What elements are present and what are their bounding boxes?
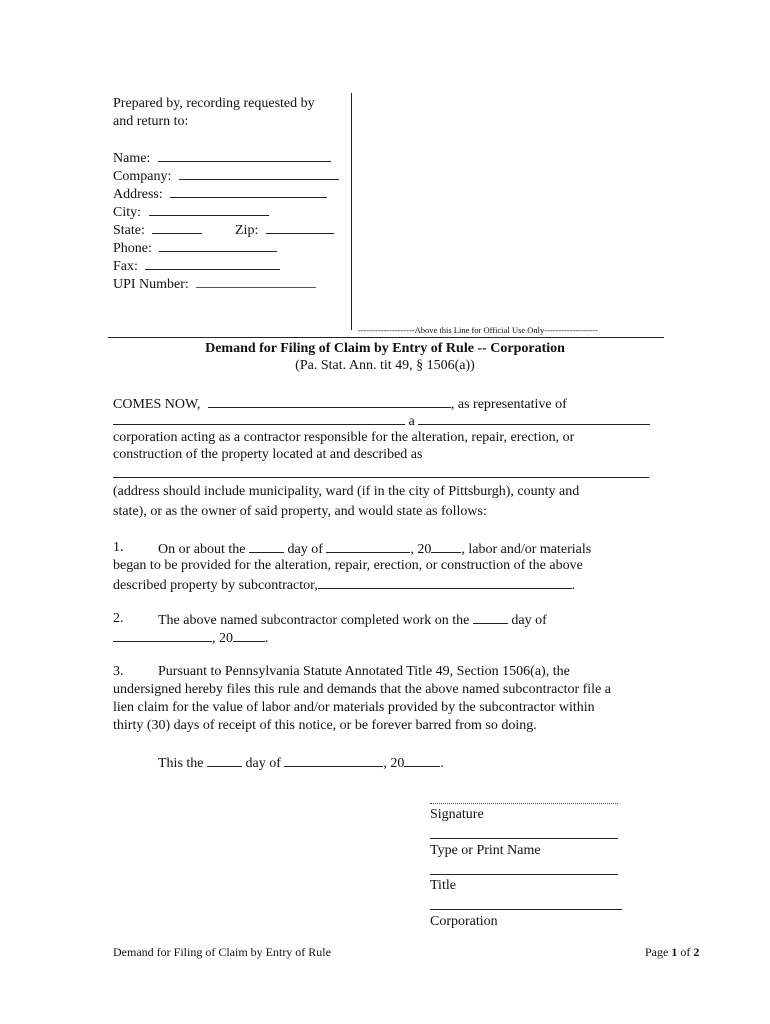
footer-title: Demand for Filing of Claim by Entry of Rule — [113, 945, 331, 959]
dated-day-input[interactable] — [207, 753, 242, 767]
para2-line2 — [113, 628, 269, 648]
para2-number: 2. — [113, 611, 124, 626]
intro-line5: (address should include municipality, ward (if in the city of Pittsburgh), county and — [113, 484, 580, 499]
page-indicator — [645, 945, 699, 960]
title-line[interactable] — [430, 874, 618, 875]
dated-text-a: This the — [158, 756, 204, 771]
header-divider-vertical — [351, 93, 352, 330]
print-name-line[interactable] — [430, 838, 618, 839]
company-input[interactable] — [179, 166, 339, 180]
phone-field — [113, 238, 277, 258]
document-citation: (Pa. Stat. Ann. tit 49, § 1506(a)) — [295, 358, 475, 373]
dated-line — [158, 753, 444, 773]
phone-input[interactable] — [159, 238, 277, 252]
para1-text-e: described property by subcontractor, — [113, 578, 318, 593]
document-title: Demand for Filing of Claim by Entry of Rule -- Corporation — [205, 341, 565, 356]
corporation-label: Corporation — [430, 914, 498, 929]
intro-line6: state), or as the owner of said property, and would state as follows: — [113, 504, 487, 519]
para1-year-input[interactable] — [431, 539, 461, 553]
intro-line3: corporation acting as a contractor responsible for the alteration, repair, erection, or — [113, 430, 575, 445]
state-field — [113, 220, 202, 240]
corporation-type-input[interactable] — [418, 411, 650, 425]
fax-label: Fax: — [113, 259, 138, 274]
para2-text-c: , 20 — [212, 631, 233, 646]
para2-line1 — [158, 610, 547, 630]
comes-now-text: COMES NOW, — [113, 397, 201, 412]
city-input[interactable] — [149, 202, 269, 216]
representative-name-input[interactable] — [208, 394, 451, 408]
city-field — [113, 202, 269, 222]
dated-text-b: day of — [245, 756, 281, 771]
upi-field — [113, 274, 316, 294]
dated-text-d: . — [440, 756, 444, 771]
para2-month-input[interactable] — [113, 628, 212, 642]
company-field — [113, 166, 339, 186]
para2-text-d: . — [265, 631, 269, 646]
upi-label: UPI Number: — [113, 277, 189, 292]
para2-text-a: The above named subcontractor completed work on the — [158, 613, 470, 628]
upi-input[interactable] — [196, 274, 316, 288]
para3-number: 3. — [113, 664, 124, 679]
header-divider-horizontal — [108, 337, 664, 338]
para2-day-input[interactable] — [473, 610, 508, 624]
zip-input[interactable] — [266, 220, 334, 234]
zip-label: Zip: — [235, 223, 259, 238]
print-name-label: Type or Print Name — [430, 843, 541, 858]
dated-text-c: , 20 — [383, 756, 405, 771]
fax-input[interactable] — [145, 256, 280, 270]
intro-line4: construction of the property located at and described as — [113, 447, 423, 462]
state-label: State: — [113, 223, 145, 238]
address-input[interactable] — [170, 184, 327, 198]
intro-line2 — [113, 411, 650, 431]
name-field — [113, 148, 331, 168]
dated-year-input[interactable] — [404, 753, 440, 767]
para2-year-input[interactable] — [233, 628, 265, 642]
a-text: a — [408, 414, 415, 429]
para1-text-a: On or about the — [158, 542, 246, 557]
prepared-by-line2: and return to: — [113, 114, 189, 129]
city-label: City: — [113, 205, 142, 220]
para1-text-f: . — [571, 578, 576, 593]
name-label: Name: — [113, 151, 151, 166]
address-field — [113, 184, 327, 204]
name-input[interactable] — [158, 148, 331, 162]
para1-line1 — [158, 539, 591, 559]
para1-day-input[interactable] — [249, 539, 284, 553]
page-total: 2 — [693, 945, 700, 959]
para1-number: 1. — [113, 540, 124, 555]
company-label: Company: — [113, 169, 172, 184]
corporation-line[interactable] — [430, 909, 622, 910]
para1-text-b: day of — [287, 542, 323, 557]
as-representative-text: , as representative of — [450, 397, 567, 412]
para1-text-c: , 20 — [410, 542, 432, 557]
para3-line2: undersigned hereby files this rule and demands that the above named subcontractor file a — [113, 682, 611, 697]
subcontractor-name-input[interactable] — [318, 575, 572, 589]
para3-line4: thirty (30) days of receipt of this notice, or be forever barred from so doing. — [113, 718, 537, 733]
page-word: Page — [645, 945, 669, 959]
signature-line[interactable] — [430, 803, 618, 804]
state-input[interactable] — [152, 220, 202, 234]
fax-field — [113, 256, 280, 276]
page-number: 1 — [671, 945, 678, 959]
para1-line2: began to be provided for the alteration, repair, erection, or construction of the above — [113, 558, 583, 573]
corporation-name-input[interactable] — [113, 411, 405, 425]
phone-label: Phone: — [113, 241, 152, 256]
address-label: Address: — [113, 187, 163, 202]
prepared-by-line1: Prepared by, recording requested by — [113, 96, 315, 111]
zip-field — [235, 220, 334, 240]
property-address-field — [113, 464, 649, 484]
para3-line1: Pursuant to Pennsylvania Statute Annotated Title 49, Section 1506(a), the — [158, 664, 570, 679]
para1-line3 — [113, 575, 575, 595]
signature-label: Signature — [430, 807, 484, 822]
dated-month-input[interactable] — [284, 753, 383, 767]
of-word: of — [680, 945, 691, 959]
para1-text-d: , labor and/or materials — [461, 542, 592, 557]
para3-line3: lien claim for the value of labor and/or materials provided by the subcontractor within — [113, 700, 595, 715]
property-address-input[interactable] — [113, 464, 649, 478]
official-use-label: --------------------Above this Line for Official Use Only------------------- — [358, 325, 599, 335]
title-label: Title — [430, 878, 456, 893]
para1-month-input[interactable] — [326, 539, 410, 553]
para2-text-b: day of — [511, 613, 547, 628]
